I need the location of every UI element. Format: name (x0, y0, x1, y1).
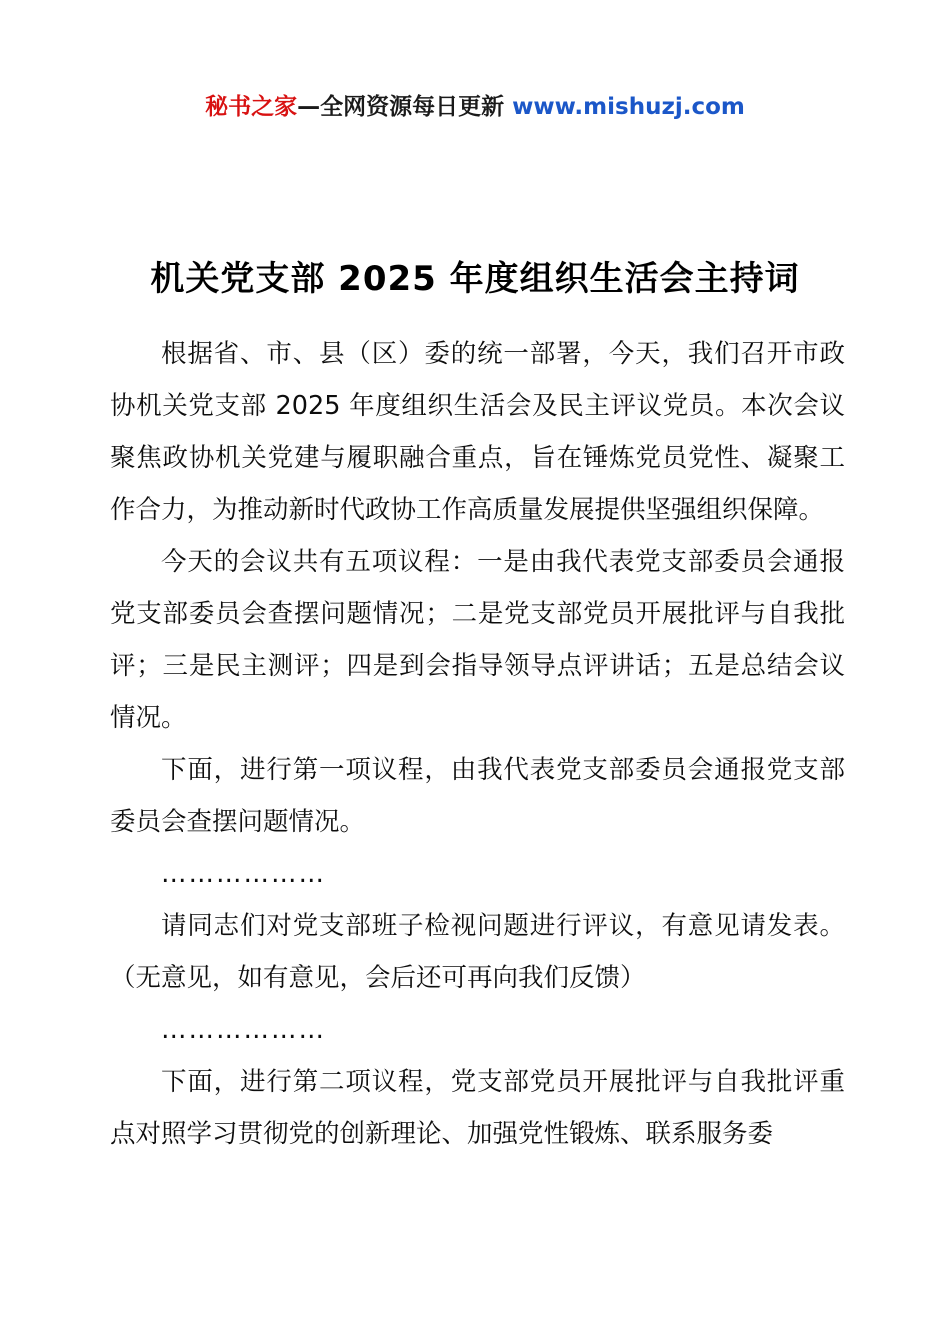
paragraph: 下面，进行第一项议程，由我代表党支部委员会通报党支部委员会查摆问题情况。 (110, 755, 845, 837)
paragraph-ellipsis: ……………… (161, 859, 326, 889)
page-title: 机关党支部 2025 年度组织生活会主持词 (150, 258, 800, 299)
document-body (110, 328, 845, 1160)
paragraph: 请同志们对党支部班子检视问题进行评议，有意见请发表。（无意见，如有意见，会后还可再向我们反馈） (110, 911, 845, 993)
paragraph: 根据省、市、县（区）委的统一部署，今天，我们召开市政协机关党支部 2025 年度组织生活会及民主评议党员。本次会议聚焦政协机关党建与履职融合重点，旨在锤炼党员党性、凝聚工作合力，为推动新时代政协工作高质量发展提供坚强组织保障。 (110, 339, 845, 525)
paragraph-ellipsis: ……………… (161, 1015, 326, 1045)
paragraph: 今天的会议共有五项议程：一是由我代表党支部委员会通报党支部委员会查摆问题情况；二是党支部党员开展批评与自我批评；三是民主测评；四是到会指导领导点评讲话；五是总结会议情况。 (110, 547, 845, 733)
site-tagline: —全网资源每日更新 (297, 94, 505, 120)
site-url[interactable]: www.mishuzj.com (512, 94, 745, 120)
paragraph: 下面，进行第二项议程，党支部党员开展批评与自我批评重点对照学习贯彻党的创新理论、加强党性锻炼、联系服务委 (110, 1067, 845, 1149)
site-brand: 秘书之家 (205, 94, 298, 120)
site-header (0, 88, 950, 121)
